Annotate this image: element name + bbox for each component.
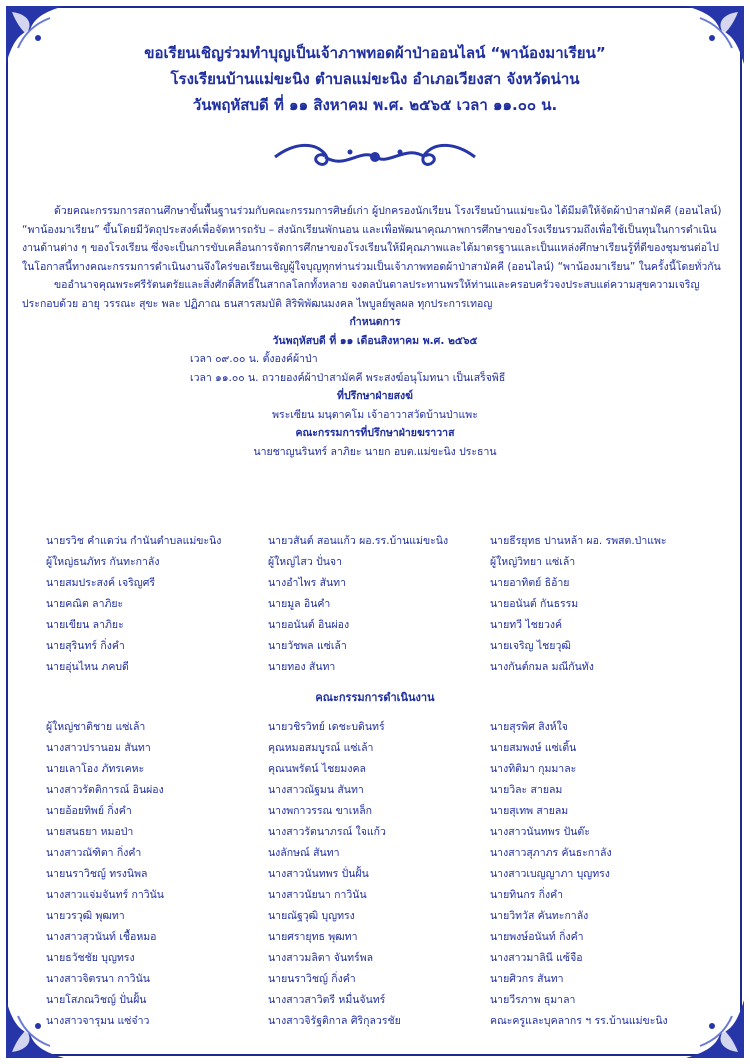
- list-row: [46, 656, 706, 677]
- list-item: นายสมประสงค์ เจริญศรี: [46, 577, 156, 589]
- schedule-date: วันพฤหัสบดี ที่ ๑๑ เดือนสิงหาคม พ.ศ. ๒๕๖๕: [272, 334, 478, 347]
- list-row: [46, 1010, 706, 1031]
- list-item: นายอุ่นไหน ภคบดี: [46, 661, 129, 673]
- list-item: นายมูล อินคำ: [268, 598, 331, 610]
- lay-advisors-list: [46, 530, 706, 677]
- list-row: [46, 572, 706, 593]
- list-item: นายเจริญ ไชยวุฒิ: [490, 640, 571, 652]
- list-item: นางสาวณัฑิตา กิ่งคำ: [46, 847, 142, 859]
- list-item: นางสาวสุวนันท์ เชื้อหมอ: [46, 931, 157, 943]
- list-row: [46, 737, 706, 758]
- list-item: นางสาวนันทพร ปั่นฝั้น: [268, 868, 369, 880]
- committee-title: คณะกรรมการดำเนินงาน: [315, 691, 435, 704]
- list-item: นายศรายุทธ พุฒทา: [268, 931, 358, 943]
- list-item: นางสาวจิรัฐติกาล ศิริกุลวรชัย: [268, 1015, 401, 1027]
- list-item: นางสาวเบญญาภา บุญทรง: [490, 868, 610, 880]
- list-item: ผู้ใหญ่ไสว ปั่นจา: [268, 556, 342, 568]
- intro-paragraph: ด้วยคณะกรรมการสถานศึกษาขั้นพื้นฐานร่วมกับคณะกรรมการศิษย์เก่า ผู้ปกครองนักเรียน โรงเรียนบ้านแม่ขะนิง ได้มีมติให้จัดผ้าป่าสามัคคี (ออนไลน์) “พาน้องมาเรียน” ขึ้นโดยมีวัตถุประสงค์เพื่อจัดหารถรับ – ส่งนักเรียนพักนอน และเพื่อพัฒนาคุณภาพการศึกษาของโรงเรียนรวมถึงเพื่อใช้เป็นทุนในการดำเนินงานด้านต่าง ๆ ของโรงเรียน ซึ่งจะเป็นการขับเคลื่อนการจัดการศึกษาของโรงเรียนให้มีคุณภาพและได้มาตรฐานและเป็นแหล่งศึกษาเรียนรู้ที่ดีของชุมชนต่อไป ในโอกาสนี้ทางคณะกรรมการดำเนินงานจึงใคร่ขอเรียนเชิญผู้ใจบุญทุกท่านร่วมเป็นเจ้าภาพทอดผ้าป่าสามัคคี (ออนไลน์) “พาน้องมาเรียน” ในครั้งนี้โดยทั่วกัน: [22, 205, 722, 273]
- list-item: นางสาวจารุมน แซ่จ๋าว: [46, 1015, 150, 1027]
- list-row: [46, 947, 706, 968]
- list-item: นายอ้อยทิพย์ กิ่งคำ: [46, 805, 132, 817]
- list-row: [46, 593, 706, 614]
- schedule-title: กำหนดการ: [349, 316, 401, 328]
- list-item: นายนราวิชญ์ กิ่งคำ: [268, 973, 356, 985]
- list-item: ผู้ใหญ่ธนภัทร กันทะกาลัง: [46, 556, 160, 568]
- list-item: นายรวิช คำแดว่น กำนันตำบลแม่ขะนิง: [46, 535, 222, 547]
- list-item: นายวัชพล แซ่เล้า: [268, 640, 347, 652]
- blessing-paragraph: ขออำนาจคุณพระศรีรัตนตรัยและสิ่งศักดิ์สิทธิ์ในสากลโลกทั้งหลาย จงดลบันดาลประทานพรให้ท่านและครอบครัวจงประสบแต่ความสุขความเจริญประกอบด้วย อายุ วรรณะ สุขะ พละ ปฏิภาณ ธนสารสมบัติ สิริพิพัฒนมงคล ไพบูลย์พูลผล ทุกประการเทอญ: [22, 279, 700, 310]
- list-row: [46, 884, 706, 905]
- list-item: นายโสภณวิชญ์ ปั่นฝั้น: [46, 994, 147, 1006]
- list-item: นายอนันต์ กันธรรม: [490, 598, 579, 610]
- list-row: [46, 968, 706, 989]
- list-item: นางกันต์กมล มณีกันทัง: [490, 661, 594, 673]
- list-item: นายธีรยุทธ ปานหล้า ผอ. รพสต.ป่าแพะ: [490, 535, 667, 547]
- list-item: นางสาวรัตติการณ์ อินผ่อง: [46, 784, 164, 796]
- list-row: [46, 614, 706, 635]
- list-item: นายวสันต์ สอนแก้ว ผอ.รร.บ้านแม่ขะนิง: [268, 535, 449, 547]
- list-item: ผู้ใหญ่วิทยา แซ่เล้า: [490, 556, 576, 568]
- header-school: โรงเรียนบ้านแม่ขะนิง ตำบลแม่ขะนิง อำเภอเวียงสา จังหวัดน่าน: [170, 70, 580, 88]
- list-item: นายนราวิชญ์ ทรงนิพล: [46, 868, 148, 880]
- list-item: นายทินกร กิ่งคำ: [490, 889, 564, 901]
- divider-ornament-icon: [265, 140, 485, 174]
- list-row: [46, 989, 706, 1010]
- list-item: นางทิติมา กุมมาละ: [490, 763, 577, 775]
- list-row: [46, 716, 706, 737]
- list-item: นายวรวุฒิ พุฒทา: [46, 910, 125, 922]
- list-item: นายวิละ สายลม: [490, 784, 563, 796]
- list-item: นางสาวรัตนาภรณ์ ใจแก้ว: [268, 826, 386, 838]
- list-item: นายสมพงษ์ แซ่เติ้น: [490, 742, 577, 754]
- list-item: คุณนพรัตน์ ไชยมงคล: [268, 763, 366, 775]
- list-row: [46, 821, 706, 842]
- list-item: นางสาวแจ่มจันทร์ กาวินัน: [46, 889, 164, 901]
- list-row: [46, 905, 706, 926]
- list-item: นายวิทวัส คันทะกาลัง: [490, 910, 589, 922]
- list-item: คณะครูและบุคลากร ฯ รร.บ้านแม่ขะนิง: [490, 1015, 668, 1027]
- list-item: นางอำไพร สันทา: [268, 577, 346, 589]
- list-item: นายอนันต์ อินผ่อง: [268, 619, 350, 631]
- list-item: นางสาวมลิตา จันทร์พล: [268, 952, 374, 964]
- list-item: นางสาวนัยนา กาวินัน: [268, 889, 367, 901]
- list-item: นางสาวณัฐมน สันทา: [268, 784, 364, 796]
- list-item: นายพงษ์อนันท์ กิ่งคำ: [490, 931, 584, 943]
- list-item: นายสุรินทร์ กิ่งคำ: [46, 640, 125, 652]
- list-row: [46, 779, 706, 800]
- lay-advisors-chair: นายชาญนรินทร์ ลาภิยะ นายก อบต.แม่ขะนิง ประธาน: [253, 445, 497, 458]
- list-item: นายคณิต ลาภิยะ: [46, 598, 124, 610]
- lay-advisors-title: คณะกรรมการที่ปรึกษาฝ่ายฆราวาส: [295, 427, 455, 439]
- body-text: [22, 202, 728, 461]
- header-date: วันพฤหัสบดี ที่ ๑๑ สิงหาคม พ.ศ. ๒๕๖๕ เวลา ๑๑.๐๐ น.: [192, 96, 558, 114]
- list-item: นางสาวจิตรนา กาวินัน: [46, 973, 150, 985]
- list-item: นางสาวมาลินี แซ้จือ: [490, 952, 583, 964]
- list-item: นายวีรภาพ ธุมาลา: [490, 994, 576, 1006]
- list-row: [46, 842, 706, 863]
- list-item: นายวชิรวิทย์ เดชะบดินทร์: [268, 721, 385, 733]
- sangha-title: ที่ปรึกษาฝ่ายสงฆ์: [337, 390, 413, 402]
- list-item: นายสุรพิศ สิงห์ใจ: [490, 721, 568, 733]
- schedule-item: เวลา ๑๑.๐๐ น. ถวายองค์ผ้าป่าสามัคคี พระสงฆ์อนุโมทนา เป็นเสร็จพิธี: [190, 371, 506, 384]
- list-item: นายสุเทพ สายลม: [490, 805, 569, 817]
- list-row: [46, 551, 706, 572]
- list-item: นางพกาวรรณ ขาเหล็ก: [268, 805, 373, 817]
- list-row: [46, 635, 706, 656]
- schedule-item: เวลา ๐๙.๐๐ น. ตั้งองค์ผ้าป่า: [190, 353, 318, 365]
- list-item: นางสาวสาวิตรี หมื่นจันทร์: [268, 994, 386, 1006]
- list-item: นายเลาโอง ภัทรเคหะ: [46, 763, 145, 775]
- header-title: ขอเรียนเชิญร่วมทำบุญเป็นเจ้าภาพทอดผ้าป่าออนไลน์ “พาน้องมาเรียน”: [144, 44, 606, 62]
- list-row: [46, 758, 706, 779]
- list-item: นายอาทิตย์ ธิอ้าย: [490, 577, 570, 589]
- header: [0, 40, 750, 118]
- list-item: นงลักษณ์ สันทา: [268, 847, 340, 859]
- list-item: นางสาวปรานอม สันทา: [46, 742, 151, 754]
- list-item: ผู้ใหญ่ชาติชาย แซ่เล้า: [46, 721, 146, 733]
- committee-list: [46, 716, 706, 1031]
- list-item: นายเขียน ลาภิยะ: [46, 619, 124, 631]
- list-item: นายทอง สันทา: [268, 661, 336, 673]
- list-item: นายณัฐวุฒิ บุญทรง: [268, 910, 355, 922]
- list-item: นายสนธยา หมอป่า: [46, 826, 134, 838]
- list-row: [46, 530, 706, 551]
- list-row: [46, 800, 706, 821]
- list-item: คุณหมอสมบูรณ์ แซ่เล้า: [268, 742, 374, 754]
- list-item: นายศิวกร สันทา: [490, 973, 564, 985]
- list-item: นางสาวนันทพร ปันต๊ะ: [490, 826, 590, 838]
- list-row: [46, 926, 706, 947]
- list-item: นายทวี ไชยวงค์: [490, 619, 562, 631]
- list-item: นางสาวสุภาภร คันธะกาลัง: [490, 847, 612, 859]
- list-item: นายธวัชชัย บุญทรง: [46, 952, 135, 964]
- sangha-name: พระเซียน มนฺตาคโม เจ้าอาวาสวัดบ้านป่าแพะ: [272, 408, 478, 421]
- list-row: [46, 863, 706, 884]
